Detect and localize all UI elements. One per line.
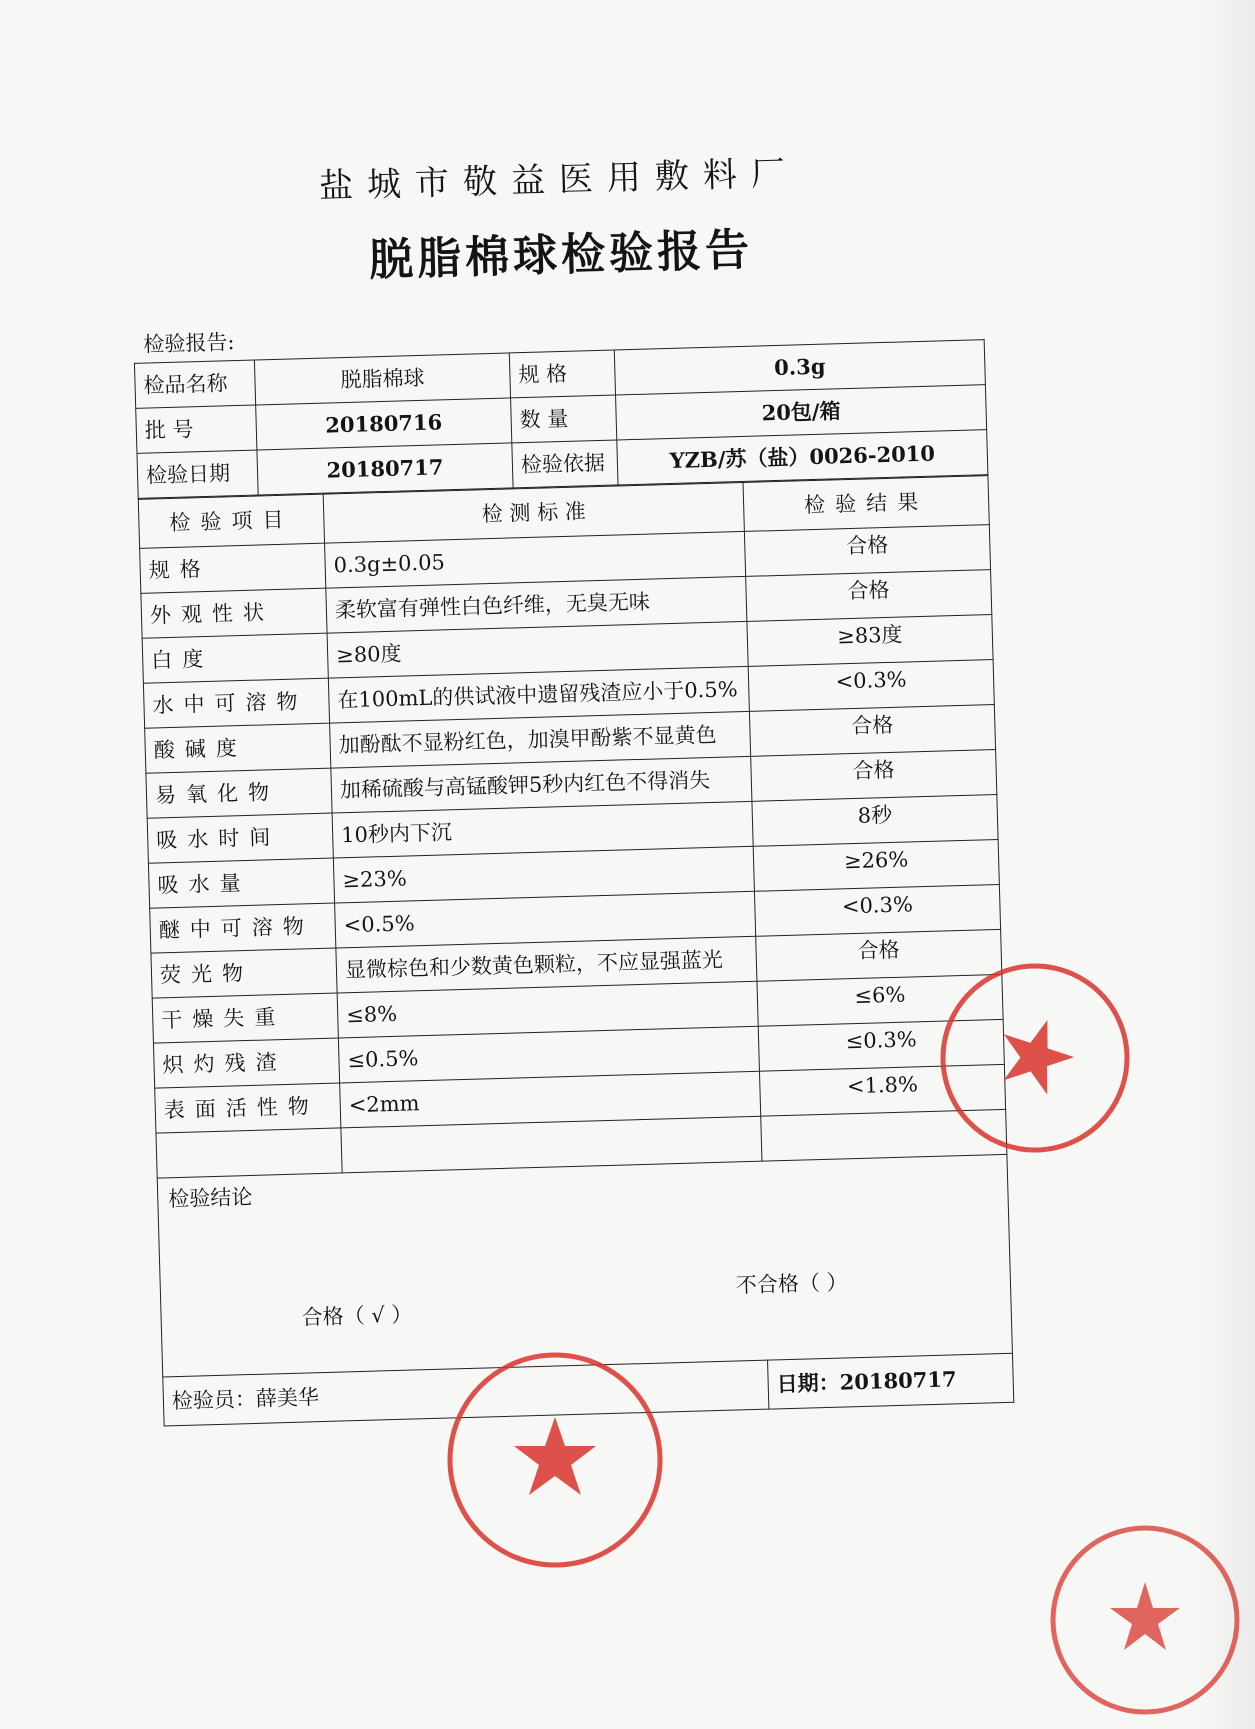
test-result: 合格 bbox=[749, 705, 995, 757]
corner-seal bbox=[1045, 1520, 1245, 1720]
test-standard: ≤0.5% bbox=[338, 1026, 759, 1083]
test-item: 白度 bbox=[142, 633, 328, 683]
test-standard: 加酚酞不显粉红色，加溴甲酚紫不显黄色 bbox=[330, 711, 751, 768]
batch-value: 20180716 bbox=[256, 398, 512, 450]
page-edge-shadow bbox=[1195, 0, 1255, 1729]
test-item: 水中可溶物 bbox=[143, 678, 329, 728]
test-result: ≤0.3% bbox=[758, 1019, 1004, 1071]
basis-label: 检验依据 bbox=[512, 440, 618, 488]
test-standard: 10秒内下沉 bbox=[332, 801, 753, 858]
test-standard: ≤8% bbox=[337, 981, 758, 1038]
col-header-item: 检验项目 bbox=[138, 494, 324, 548]
test-standard: 在100mL的供试液中遗留残渣应小于0.5% bbox=[328, 666, 749, 723]
quantity-label: 数 量 bbox=[511, 395, 617, 443]
test-standard: ≥23% bbox=[333, 846, 754, 903]
test-result: 合格 bbox=[746, 570, 992, 622]
date-value: 20180717 bbox=[257, 443, 513, 495]
col-header-result: 检验结果 bbox=[743, 476, 989, 532]
test-item: 表面活性物 bbox=[155, 1083, 341, 1133]
test-standard: 柔软富有弹性白色纤维，无臭无味 bbox=[326, 576, 747, 633]
test-item: 易氧化物 bbox=[146, 768, 332, 818]
test-item: 吸水时间 bbox=[147, 813, 333, 863]
test-result: ≤6% bbox=[757, 974, 1003, 1026]
factory-seal-graphic bbox=[440, 1345, 670, 1575]
product-name-label: 检品名称 bbox=[134, 360, 255, 408]
factory-seal bbox=[440, 1345, 670, 1575]
corner-seal-graphic bbox=[1045, 1520, 1245, 1720]
test-item: 吸水量 bbox=[148, 858, 334, 908]
report-label: 检验报告: bbox=[143, 330, 235, 357]
test-result: <0.3% bbox=[748, 660, 994, 712]
conclusion-label: 检验结论 bbox=[167, 1184, 253, 1212]
spec-label: 规 格 bbox=[509, 350, 615, 398]
test-standard: ≥80度 bbox=[327, 621, 748, 678]
test-item: 醚中可溶物 bbox=[150, 903, 336, 953]
product-name-value: 脱脂棉球 bbox=[254, 353, 510, 405]
test-result: ≥83度 bbox=[747, 615, 993, 667]
test-item: 外观性状 bbox=[141, 588, 327, 638]
test-item: 荧光物 bbox=[151, 948, 337, 998]
test-result: <1.8% bbox=[759, 1064, 1005, 1116]
conclusion-cell bbox=[157, 1154, 1012, 1377]
report-title: 脱脂棉球检验报告 bbox=[368, 224, 754, 287]
test-table bbox=[138, 475, 1015, 1426]
company-name: 盐城市敬益医用敷料厂 bbox=[318, 153, 800, 207]
test-result: ≥26% bbox=[753, 839, 999, 891]
inspection-report bbox=[128, 126, 1023, 1427]
test-item: 规格 bbox=[140, 543, 326, 593]
blank-cell bbox=[156, 1128, 342, 1178]
test-standard: <0.5% bbox=[335, 891, 756, 948]
test-result: 合格 bbox=[751, 750, 997, 802]
fail-checkbox-text: 不合格（ ） bbox=[735, 1270, 848, 1298]
batch-label: 批 号 bbox=[136, 405, 257, 453]
test-result: <0.3% bbox=[754, 884, 1000, 936]
inspector-cell: 检验员：薛美华 bbox=[163, 1360, 769, 1426]
spec-value: 0.3g bbox=[614, 340, 985, 395]
test-item: 酸碱度 bbox=[145, 723, 331, 773]
test-standard: 0.3g±0.05 bbox=[325, 531, 746, 588]
test-result: 8秒 bbox=[752, 794, 998, 846]
test-standard: 显微棕色和少数黄色颗粒，不应显强蓝光 bbox=[336, 936, 757, 993]
test-standard: 加稀硫酸与高锰酸钾5秒内红色不得消失 bbox=[331, 756, 752, 813]
test-rows bbox=[140, 525, 1006, 1134]
date-label: 检验日期 bbox=[137, 450, 258, 498]
test-result: 合格 bbox=[756, 929, 1002, 981]
footer-date: 日期：20180717 bbox=[768, 1353, 1014, 1409]
pass-checkbox-text: 合格（ √ ） bbox=[301, 1302, 413, 1330]
col-header-standard: 检 测 标 准 bbox=[323, 482, 744, 543]
quantity-value: 20包/箱 bbox=[616, 385, 987, 440]
test-item: 炽灼残渣 bbox=[153, 1038, 339, 1088]
basis-value: YZB/苏（盐）0026-2010 bbox=[617, 430, 988, 485]
test-standard: <2mm bbox=[340, 1071, 761, 1128]
test-item: 干燥失重 bbox=[152, 993, 338, 1043]
info-table bbox=[134, 339, 988, 499]
test-result: 合格 bbox=[744, 525, 990, 577]
